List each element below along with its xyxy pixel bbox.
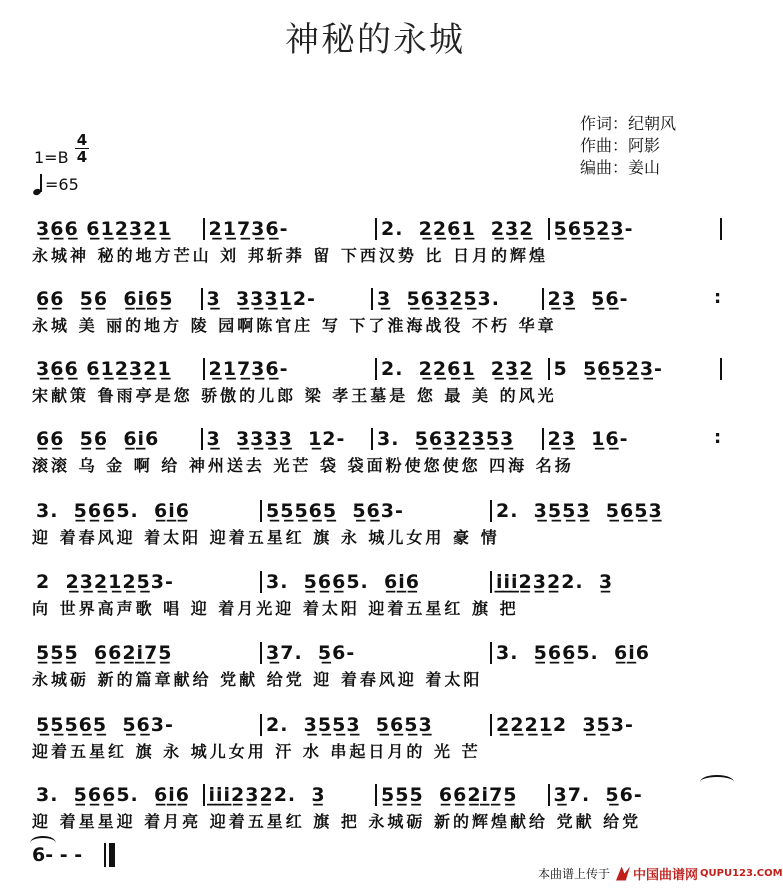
lyricist-credit: 作词：纪朝风: [580, 114, 677, 133]
measure: 2̲3̲ 5̲6̲-: [547, 288, 629, 310]
tempo-value: =65: [45, 174, 79, 194]
measure: 2̲3̲ 1̲6̲-: [547, 428, 629, 450]
site-logo[interactable]: [616, 864, 783, 883]
measure: 3̲6̲6̲ 6̲1̲2̲3̲2̲1̲: [36, 358, 172, 380]
notes-line: [32, 492, 722, 522]
measure: 3. 5̲6̲6̲5. 6̲i̲6̲: [266, 571, 420, 593]
page-title: 神秘的永城: [285, 20, 465, 60]
arranger-credit: 编曲：姜山: [580, 158, 661, 177]
score-row: [32, 420, 722, 484]
measure: 6̲6̲ 5̲6̲ 6̲i̲6̲5̲: [36, 288, 174, 310]
notes-line: [32, 420, 722, 450]
credits: [580, 113, 676, 179]
measure: 3. 5̲6̲6̲5. 6̲i̲6̲: [36, 500, 190, 522]
score-row: [32, 776, 722, 840]
repeat-sign: [712, 426, 722, 450]
score-row: [32, 492, 722, 556]
measure: 2. 2̲2̲6̲1̲ 2̲3̲2̲: [381, 218, 534, 240]
time-denominator: 4: [76, 148, 88, 166]
notes-line: [32, 210, 722, 240]
measure: 2̲1̲7̲3̲6̲-: [208, 358, 289, 380]
measure: 2. 3̲5̲5̲3̲ 5̲6̲5̲3̲: [496, 500, 663, 522]
score-row: [32, 634, 722, 698]
footer-text: 本曲谱上传于: [538, 867, 611, 881]
lyrics-line: 永城砺 新的篇章献给 党献 给党 迎 着春风迎 着太阳: [32, 670, 483, 689]
notes-line: [32, 634, 722, 664]
measure: 2̲2̲2̲1̲2 3̲5̲3-: [496, 714, 634, 736]
measure: 3̲ 5̲6̲3̲2̲5̲3.: [377, 288, 500, 310]
notes-line: [32, 563, 722, 593]
measure: 5̲5̲5̲ 6̲6̲2̲i̲7̲5̲: [381, 784, 518, 806]
measure: 2̲1̲7̲3̲6̲-: [208, 218, 289, 240]
key-signature: 1=B: [34, 148, 69, 167]
measure: 3. 5̲6̲6̲5. 6̲i̲6̲: [36, 784, 190, 806]
time-signature: [75, 132, 89, 165]
lyrics-line: 迎着五星红 旗 永 城儿女用 汗 水 串起日月的 光 芒: [32, 742, 481, 761]
score-row: [32, 210, 722, 274]
notes-line: [32, 706, 722, 736]
measure: 3̲7. 5̲6-: [266, 642, 356, 664]
footer: [538, 864, 783, 883]
measure: 5̲6̲5̲2̲3̲-: [553, 218, 634, 240]
measure: 3. 5̲6̲6̲5. 6̲i̲6: [496, 642, 650, 664]
measure: 3. 5̲6̲3̲2̲3̲5̲3̲: [377, 428, 515, 450]
lyrics-line: 向 世界高声歌 唱 迎 着月光迎 着太阳 迎着五星红 旗 把: [32, 599, 519, 618]
score-row: [32, 350, 722, 414]
final-notes: 6- - -: [32, 844, 83, 866]
measure: 3̲6̲6̲ 6̲1̲2̲3̲2̲1̲: [36, 218, 172, 240]
tie-mark: [700, 775, 734, 789]
site-logo-icon: [616, 867, 630, 881]
measure: 5̲5̲5̲6̲5̲ 5̲6̲3-: [36, 714, 174, 736]
composer-credit: 作曲：阿影: [580, 136, 661, 155]
measure: 3̲ 3̲3̲3̲3̲ 1̲2-: [206, 428, 346, 450]
measure: i̲i̲i̲2̲3̲2̲2. 3̲: [496, 571, 614, 593]
score-row: [32, 280, 722, 344]
measure: 3̲7. 5̲6-: [553, 784, 643, 806]
quarter-note-icon: [33, 173, 43, 195]
score-row: [32, 706, 722, 770]
notes-line: [32, 280, 722, 310]
score-row: [32, 563, 722, 627]
barline: [720, 358, 722, 380]
measure: 2 2̲3̲2̲1̲2̲5̲3-: [36, 571, 174, 593]
final-barline: [104, 843, 106, 867]
measure: i̲i̲i̲2̲3̲2̲2. 3̲: [208, 784, 326, 806]
lyrics-line: 迎 着星星迎 着月亮 迎着五星红 旗 把 永城砺 新的辉煌献给 党献 给党: [32, 812, 642, 831]
lyrics-line: 迎 着春风迎 着太阳 迎着五星红 旗 永 城儿女用 豪 情: [32, 528, 500, 547]
lyrics-line: 滚滚 乌 金 啊 给 神州送去 光芒 袋 袋面粉使您使您 四海 名扬: [32, 456, 574, 475]
measure: 5̲5̲5̲6̲5̲ 5̲6̲3-: [266, 500, 404, 522]
time-numerator: 4: [76, 131, 88, 149]
tempo-marking: [33, 173, 79, 195]
repeat-sign: [712, 286, 722, 310]
barline: [720, 218, 722, 240]
measure: 5 5̲6̲5̲2̲3̲-: [553, 358, 663, 380]
measure: 2. 3̲5̲5̲3̲ 5̲6̲5̲3̲: [266, 714, 433, 736]
final-barline-thick: [109, 843, 115, 867]
measure: 6̲6̲ 5̲6̲ 6̲i̲6: [36, 428, 160, 450]
lyrics-line: 宋献策 鲁雨亭是您 骄傲的儿郎 梁 孝王墓是 您 最 美 的风光: [32, 386, 557, 405]
lyrics-line: 永城 美 丽的地方 陵 园啊陈官庄 写 下了淮海战役 不朽 华章: [32, 316, 557, 335]
site-name: 中国曲谱网: [633, 868, 699, 883]
measure: 2. 2̲2̲6̲1̲ 2̲3̲2̲: [381, 358, 534, 380]
notes-line: [32, 776, 722, 806]
notes-line: [32, 350, 722, 380]
tie-mark: [30, 836, 56, 850]
measure: 5̲5̲5̲ 6̲6̲2̲i̲7̲5̲: [36, 642, 173, 664]
lyrics-line: 永城神 秘的地方芒山 刘 邦斩莽 留 下西汉势 比 日月的辉煌: [32, 246, 548, 265]
site-domain: QUPU123.COM: [700, 868, 783, 879]
measure: 3̲ 3̲3̲3̲1̲2-: [206, 288, 316, 310]
